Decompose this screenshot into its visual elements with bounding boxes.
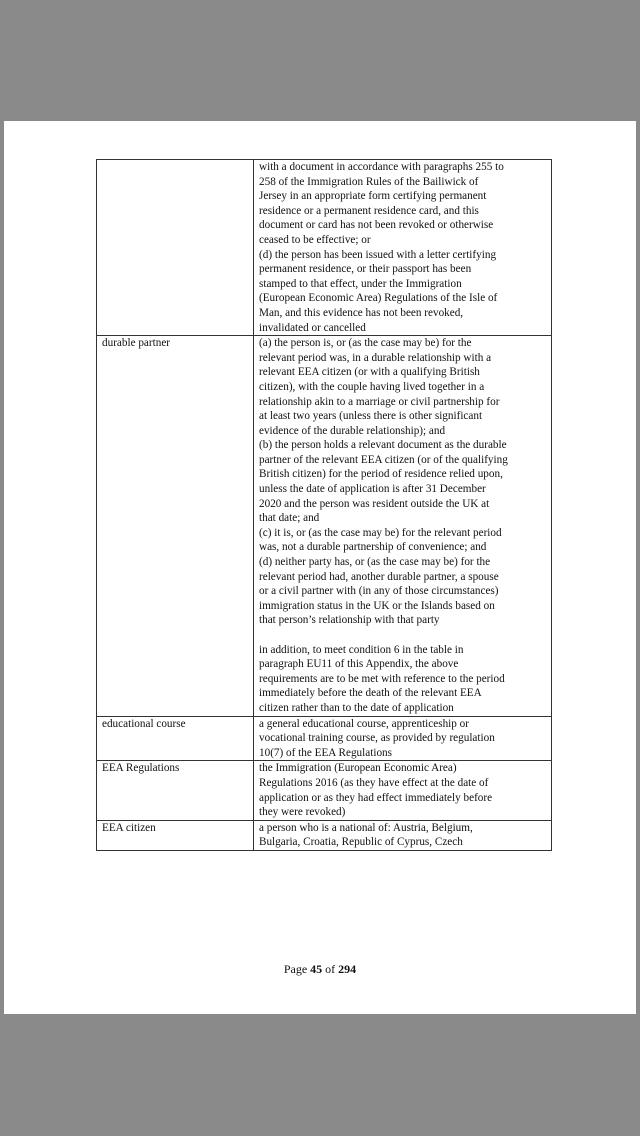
definition-line: relationship akin to a marriage or civil partnership for	[259, 395, 500, 408]
definition-line: they were revoked)	[259, 806, 346, 819]
definition-line: or a civil partner with (in any of those circumstances)	[259, 585, 499, 598]
paragraph-gap	[259, 628, 548, 643]
definition-line: requirements are to be met with reference to the period	[259, 672, 505, 685]
definition-row	[97, 336, 552, 716]
definition-term: durable partner	[97, 336, 254, 716]
definition-line: residence or a permanent residence card, and this	[259, 204, 479, 217]
definition-line: application or as they had effect immediately before	[259, 791, 493, 804]
definition-line: unless the date of application is after 31 December	[259, 483, 486, 496]
definition-term: educational course	[97, 716, 254, 761]
definition-line: stamped to that effect, under the Immigration	[259, 277, 462, 290]
page-of-label: of	[322, 962, 339, 976]
definition-line: vocational training course, as provided by regulation	[259, 732, 495, 745]
definition-line: (d) the person has been issued with a letter certifying	[259, 248, 497, 261]
definition-text	[254, 820, 552, 850]
definition-line: British citizen) for the period of residence relied upon,	[259, 468, 503, 481]
definition-line: with a document in accordance with paragraphs 255 to	[259, 161, 504, 173]
definition-line: Bulgaria, Croatia, Republic of Cyprus, Czech	[259, 836, 463, 849]
definition-line: a person who is a national of: Austria, Belgium,	[259, 821, 473, 834]
definition-line: Man, and this evidence has not been revoked,	[259, 306, 464, 319]
definition-text	[254, 160, 552, 336]
definitions-table	[96, 159, 552, 851]
total-pages-number: 294	[338, 962, 357, 976]
definition-line: permanent residence, or their passport has been	[259, 263, 472, 276]
definition-line: document or card has not been revoked or otherwise	[259, 219, 494, 232]
definition-line: (d) neither party has, or (as the case may be) for the	[259, 556, 491, 569]
page-footer	[4, 962, 636, 976]
definition-line: relevant EEA citizen (or with a qualifying British	[259, 366, 480, 379]
definition-line: at least two years (unless there is other significant	[259, 410, 483, 423]
definition-text	[254, 716, 552, 761]
definition-line: 258 of the Immigration Rules of the Bailiwick of	[259, 175, 479, 188]
definition-line: relevant period was, in a durable relationship with a	[259, 351, 492, 364]
definition-line: 10(7) of the EEA Regulations	[259, 746, 392, 759]
definition-row	[97, 160, 552, 336]
definition-line: partner of the relevant EEA citizen (or of the qualifying	[259, 453, 508, 466]
definition-text	[254, 336, 552, 716]
definition-term	[97, 160, 254, 336]
page-label: Page	[283, 962, 311, 976]
definition-line: citizen rather than to the date of application	[259, 701, 454, 714]
definition-line: citizen), with the couple having lived together in a	[259, 380, 485, 393]
definitions-table-body	[97, 160, 552, 851]
current-page-number: 45	[310, 962, 323, 976]
definition-line: that person’s relationship with that party	[259, 614, 440, 627]
definition-row	[97, 761, 552, 820]
definition-line: immigration status in the UK or the Islands based on	[259, 599, 495, 612]
definition-line: invalidated or cancelled	[259, 321, 366, 334]
definition-line: Regulations 2016 (as they have effect at the date of	[259, 776, 489, 789]
definition-line: a general educational course, apprenticeship or	[259, 717, 469, 730]
definition-line: in addition, to meet condition 6 in the table in	[259, 643, 464, 656]
definition-line: (a) the person is, or (as the case may be) for the	[259, 337, 472, 350]
definition-line: (b) the person holds a relevant document as the durable	[259, 439, 507, 452]
definition-line: was, not a durable partnership of convenience; and	[259, 541, 487, 554]
definition-line: that date; and	[259, 512, 320, 525]
definition-line: Jersey in an appropriate form certifying permanent	[259, 190, 487, 203]
definition-text	[254, 761, 552, 820]
definition-line: (c) it is, or (as the case may be) for the relevant period	[259, 526, 502, 539]
definition-line: evidence of the durable relationship); and	[259, 424, 446, 437]
definition-row	[97, 820, 552, 850]
definition-term: EEA citizen	[97, 820, 254, 850]
definition-line: (European Economic Area) Regulations of the Isle of	[259, 292, 498, 305]
definition-line: relevant period had, another durable partner, a spouse	[259, 570, 499, 583]
definition-line: 2020 and the person was resident outside the UK at	[259, 497, 490, 510]
definition-row	[97, 716, 552, 761]
definition-line: the Immigration (European Economic Area)	[259, 762, 457, 775]
document-page	[4, 121, 636, 1014]
definition-term: EEA Regulations	[97, 761, 254, 820]
definition-line: paragraph EU11 of this Appendix, the above	[259, 658, 459, 671]
definition-line: immediately before the death of the relevant EEA	[259, 687, 482, 700]
definition-line: ceased to be effective; or	[259, 233, 371, 246]
